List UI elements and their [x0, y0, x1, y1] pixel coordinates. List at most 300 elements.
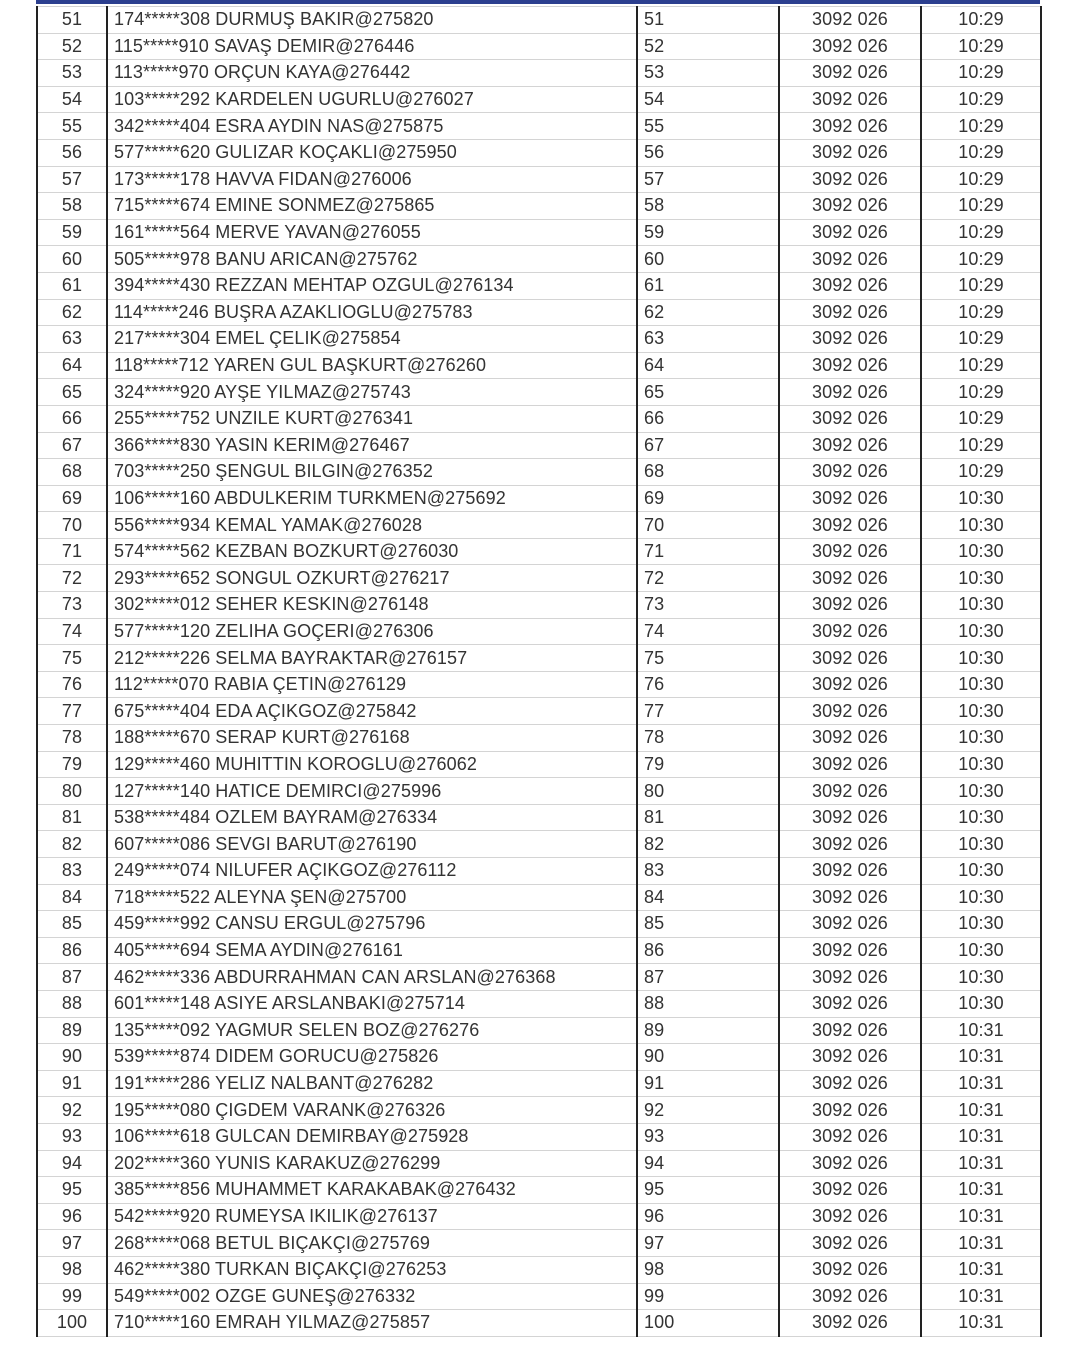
table-row	[37, 1310, 1041, 1337]
code-cell[interactable]: 3092 026	[779, 937, 921, 964]
code-cell[interactable]: 3092 026	[779, 1177, 921, 1204]
table-row	[37, 618, 1041, 645]
code-cell[interactable]: 3092 026	[779, 405, 921, 432]
table-row	[37, 725, 1041, 752]
row-index-cell[interactable]: 61	[37, 272, 107, 299]
time-cell[interactable]: 10:30	[921, 911, 1041, 938]
row-index-cell[interactable]: 52	[37, 33, 107, 60]
row-index-cell[interactable]: 81	[37, 804, 107, 831]
row-index-cell[interactable]: 66	[37, 405, 107, 432]
row-index-cell[interactable]: 51	[37, 7, 107, 34]
sequence-number-cell[interactable]: 99	[637, 1283, 779, 1310]
person-record-cell[interactable]: 103*****292 KARDELEN UGURLU@276027	[107, 86, 637, 113]
table-row	[37, 299, 1041, 326]
code-cell[interactable]: 3092 026	[779, 831, 921, 858]
person-record-cell[interactable]: 118*****712 YAREN GUL BAŞKURT@276260	[107, 352, 637, 379]
person-record-cell[interactable]: 539*****874 DIDEM GORUCU@275826	[107, 1044, 637, 1071]
code-cell[interactable]: 3092 026	[779, 858, 921, 885]
code-cell[interactable]: 3092 026	[779, 166, 921, 193]
person-record-cell[interactable]: 173*****178 HAVVA FIDAN@276006	[107, 166, 637, 193]
table-row	[37, 485, 1041, 512]
code-cell[interactable]: 3092 026	[779, 725, 921, 752]
code-cell[interactable]: 3092 026	[779, 884, 921, 911]
person-record-cell[interactable]: 202*****360 YUNIS KARAKUZ@276299	[107, 1150, 637, 1177]
person-record-cell[interactable]: 577*****120 ZELIHA GOÇERI@276306	[107, 618, 637, 645]
time-cell[interactable]: 10:31	[921, 1044, 1041, 1071]
row-index-cell[interactable]: 76	[37, 671, 107, 698]
time-cell[interactable]: 10:30	[921, 804, 1041, 831]
time-cell[interactable]: 10:29	[921, 193, 1041, 220]
row-index-cell[interactable]: 87	[37, 964, 107, 991]
time-cell[interactable]: 10:31	[921, 1123, 1041, 1150]
row-index-cell[interactable]: 84	[37, 884, 107, 911]
table-row	[37, 379, 1041, 406]
data-table	[36, 6, 1042, 1337]
person-record-cell[interactable]: 106*****618 GULCAN DEMIRBAY@275928	[107, 1123, 637, 1150]
person-record-cell[interactable]: 106*****160 ABDULKERIM TURKMEN@275692	[107, 485, 637, 512]
sequence-number-cell[interactable]: 57	[637, 166, 779, 193]
table-row	[37, 7, 1041, 34]
person-record-cell[interactable]: 212*****226 SELMA BAYRAKTAR@276157	[107, 645, 637, 672]
sequence-number-cell[interactable]: 63	[637, 326, 779, 353]
table-row	[37, 1256, 1041, 1283]
code-cell[interactable]: 3092 026	[779, 592, 921, 619]
sequence-number-cell[interactable]: 90	[637, 1044, 779, 1071]
code-cell[interactable]: 3092 026	[779, 352, 921, 379]
header-divider	[36, 0, 1040, 4]
time-cell[interactable]: 10:30	[921, 645, 1041, 672]
person-record-cell[interactable]: 459*****992 CANSU ERGUL@275796	[107, 911, 637, 938]
row-index-cell[interactable]: 98	[37, 1256, 107, 1283]
sequence-number-cell[interactable]: 52	[637, 33, 779, 60]
time-cell[interactable]: 10:30	[921, 592, 1041, 619]
time-cell[interactable]: 10:30	[921, 990, 1041, 1017]
table-row	[37, 432, 1041, 459]
time-cell[interactable]: 10:30	[921, 618, 1041, 645]
table-row	[37, 964, 1041, 991]
code-cell[interactable]: 3092 026	[779, 565, 921, 592]
time-cell[interactable]: 10:30	[921, 937, 1041, 964]
person-record-cell[interactable]: 394*****430 REZZAN MEHTAP OZGUL@276134	[107, 272, 637, 299]
table-row	[37, 884, 1041, 911]
row-index-cell[interactable]: 96	[37, 1203, 107, 1230]
sequence-number-cell[interactable]: 71	[637, 538, 779, 565]
time-cell[interactable]: 10:29	[921, 7, 1041, 34]
time-cell[interactable]: 10:30	[921, 698, 1041, 725]
row-index-cell[interactable]: 78	[37, 725, 107, 752]
row-index-cell[interactable]: 71	[37, 538, 107, 565]
table-row	[37, 352, 1041, 379]
row-index-cell[interactable]: 77	[37, 698, 107, 725]
time-cell[interactable]: 10:31	[921, 1230, 1041, 1257]
sequence-number-cell[interactable]: 62	[637, 299, 779, 326]
table-row	[37, 1283, 1041, 1310]
table-row	[37, 698, 1041, 725]
code-cell[interactable]: 3092 026	[779, 964, 921, 991]
sequence-number-cell[interactable]: 98	[637, 1256, 779, 1283]
row-index-cell[interactable]: 97	[37, 1230, 107, 1257]
time-cell[interactable]: 10:31	[921, 1097, 1041, 1124]
sequence-number-cell[interactable]: 55	[637, 113, 779, 140]
person-record-cell[interactable]: 268*****068 BETUL BIÇAKÇI@275769	[107, 1230, 637, 1257]
person-record-cell[interactable]: 366*****830 YASIN KERIM@276467	[107, 432, 637, 459]
sequence-number-cell[interactable]: 53	[637, 60, 779, 87]
time-cell[interactable]: 10:30	[921, 858, 1041, 885]
sequence-number-cell[interactable]: 88	[637, 990, 779, 1017]
row-index-cell[interactable]: 82	[37, 831, 107, 858]
time-cell[interactable]: 10:30	[921, 565, 1041, 592]
time-cell[interactable]: 10:31	[921, 1017, 1041, 1044]
person-record-cell[interactable]: 191*****286 YELIZ NALBANT@276282	[107, 1070, 637, 1097]
row-index-cell[interactable]: 62	[37, 299, 107, 326]
time-cell[interactable]: 10:30	[921, 884, 1041, 911]
table-row	[37, 1044, 1041, 1071]
table-row	[37, 326, 1041, 353]
person-record-cell[interactable]: 577*****620 GULIZAR KOÇAKLI@275950	[107, 139, 637, 166]
person-record-cell[interactable]: 538*****484 OZLEM BAYRAM@276334	[107, 804, 637, 831]
row-index-cell[interactable]: 70	[37, 512, 107, 539]
person-record-cell[interactable]: 174*****308 DURMUŞ BAKIR@275820	[107, 7, 637, 34]
row-index-cell[interactable]: 91	[37, 1070, 107, 1097]
sequence-number-cell[interactable]: 83	[637, 858, 779, 885]
sequence-number-cell[interactable]: 51	[637, 7, 779, 34]
table-row	[37, 1177, 1041, 1204]
row-index-cell[interactable]: 100	[37, 1310, 107, 1337]
row-index-cell[interactable]: 90	[37, 1044, 107, 1071]
person-record-cell[interactable]: 607*****086 SEVGI BARUT@276190	[107, 831, 637, 858]
person-record-cell[interactable]: 188*****670 SERAP KURT@276168	[107, 725, 637, 752]
table-row	[37, 459, 1041, 486]
sequence-number-cell[interactable]: 93	[637, 1123, 779, 1150]
person-record-cell[interactable]: 135*****092 YAGMUR SELEN BOZ@276276	[107, 1017, 637, 1044]
row-index-cell[interactable]: 63	[37, 326, 107, 353]
sequence-number-cell[interactable]: 95	[637, 1177, 779, 1204]
sequence-number-cell[interactable]: 75	[637, 645, 779, 672]
code-cell[interactable]: 3092 026	[779, 459, 921, 486]
sequence-number-cell[interactable]: 68	[637, 459, 779, 486]
sequence-number-cell[interactable]: 56	[637, 139, 779, 166]
code-cell[interactable]: 3092 026	[779, 645, 921, 672]
row-index-cell[interactable]: 93	[37, 1123, 107, 1150]
person-record-cell[interactable]: 601*****148 ASIYE ARSLANBAKI@275714	[107, 990, 637, 1017]
time-cell[interactable]: 10:29	[921, 219, 1041, 246]
time-cell[interactable]: 10:30	[921, 778, 1041, 805]
sequence-number-cell[interactable]: 86	[637, 937, 779, 964]
sequence-number-cell[interactable]: 80	[637, 778, 779, 805]
person-record-cell[interactable]: 324*****920 AYŞE YILMAZ@275743	[107, 379, 637, 406]
code-cell[interactable]: 3092 026	[779, 1256, 921, 1283]
row-index-cell[interactable]: 65	[37, 379, 107, 406]
sequence-number-cell[interactable]: 70	[637, 512, 779, 539]
time-cell[interactable]: 10:29	[921, 299, 1041, 326]
row-index-cell[interactable]: 55	[37, 113, 107, 140]
row-index-cell[interactable]: 58	[37, 193, 107, 220]
code-cell[interactable]: 3092 026	[779, 1203, 921, 1230]
code-cell[interactable]: 3092 026	[779, 911, 921, 938]
sequence-number-cell[interactable]: 58	[637, 193, 779, 220]
sequence-number-cell[interactable]: 84	[637, 884, 779, 911]
table-row	[37, 113, 1041, 140]
row-index-cell[interactable]: 69	[37, 485, 107, 512]
person-record-cell[interactable]: 462*****380 TURKAN BIÇAKÇI@276253	[107, 1256, 637, 1283]
table-row	[37, 1150, 1041, 1177]
code-cell[interactable]: 3092 026	[779, 60, 921, 87]
time-cell[interactable]: 10:30	[921, 964, 1041, 991]
code-cell[interactable]: 3092 026	[779, 379, 921, 406]
row-index-cell[interactable]: 53	[37, 60, 107, 87]
table-row	[37, 937, 1041, 964]
person-record-cell[interactable]: 112*****070 RABIA ÇETIN@276129	[107, 671, 637, 698]
time-cell[interactable]: 10:31	[921, 1150, 1041, 1177]
sequence-number-cell[interactable]: 91	[637, 1070, 779, 1097]
time-cell[interactable]: 10:29	[921, 432, 1041, 459]
sequence-number-cell[interactable]: 64	[637, 352, 779, 379]
row-index-cell[interactable]: 57	[37, 166, 107, 193]
sequence-number-cell[interactable]: 69	[637, 485, 779, 512]
table-row	[37, 592, 1041, 619]
code-cell[interactable]: 3092 026	[779, 1123, 921, 1150]
time-cell[interactable]: 10:31	[921, 1283, 1041, 1310]
sequence-number-cell[interactable]: 94	[637, 1150, 779, 1177]
code-cell[interactable]: 3092 026	[779, 778, 921, 805]
time-cell[interactable]: 10:29	[921, 459, 1041, 486]
code-cell[interactable]: 3092 026	[779, 485, 921, 512]
time-cell[interactable]: 10:30	[921, 485, 1041, 512]
row-index-cell[interactable]: 67	[37, 432, 107, 459]
sequence-number-cell[interactable]: 60	[637, 246, 779, 273]
sequence-number-cell[interactable]: 77	[637, 698, 779, 725]
row-index-cell[interactable]: 73	[37, 592, 107, 619]
code-cell[interactable]: 3092 026	[779, 1310, 921, 1337]
table-row	[37, 804, 1041, 831]
table-row	[37, 1123, 1041, 1150]
time-cell[interactable]: 10:31	[921, 1256, 1041, 1283]
sequence-number-cell[interactable]: 67	[637, 432, 779, 459]
person-record-cell[interactable]: 574*****562 KEZBAN BOZKURT@276030	[107, 538, 637, 565]
person-record-cell[interactable]: 255*****752 UNZILE KURT@276341	[107, 405, 637, 432]
person-record-cell[interactable]: 675*****404 EDA AÇIKGOZ@275842	[107, 698, 637, 725]
time-cell[interactable]: 10:29	[921, 33, 1041, 60]
row-index-cell[interactable]: 86	[37, 937, 107, 964]
sequence-number-cell[interactable]: 82	[637, 831, 779, 858]
sequence-number-cell[interactable]: 72	[637, 565, 779, 592]
time-cell[interactable]: 10:30	[921, 538, 1041, 565]
code-cell[interactable]: 3092 026	[779, 1070, 921, 1097]
time-cell[interactable]: 10:29	[921, 60, 1041, 87]
sequence-number-cell[interactable]: 97	[637, 1230, 779, 1257]
sequence-number-cell[interactable]: 65	[637, 379, 779, 406]
row-index-cell[interactable]: 80	[37, 778, 107, 805]
sequence-number-cell[interactable]: 100	[637, 1310, 779, 1337]
time-cell[interactable]: 10:29	[921, 379, 1041, 406]
sequence-number-cell[interactable]: 66	[637, 405, 779, 432]
table-row	[37, 538, 1041, 565]
table-row	[37, 219, 1041, 246]
time-cell[interactable]: 10:29	[921, 113, 1041, 140]
sequence-number-cell[interactable]: 89	[637, 1017, 779, 1044]
row-index-cell[interactable]: 54	[37, 86, 107, 113]
row-index-cell[interactable]: 68	[37, 459, 107, 486]
sequence-number-cell[interactable]: 73	[637, 592, 779, 619]
time-cell[interactable]: 10:30	[921, 512, 1041, 539]
code-cell[interactable]: 3092 026	[779, 1017, 921, 1044]
row-index-cell[interactable]: 56	[37, 139, 107, 166]
row-index-cell[interactable]: 99	[37, 1283, 107, 1310]
code-cell[interactable]: 3092 026	[779, 1044, 921, 1071]
code-cell[interactable]: 3092 026	[779, 246, 921, 273]
table-row	[37, 272, 1041, 299]
sequence-number-cell[interactable]: 87	[637, 964, 779, 991]
table-row	[37, 166, 1041, 193]
row-index-cell[interactable]: 59	[37, 219, 107, 246]
table-row	[37, 1230, 1041, 1257]
sequence-number-cell[interactable]: 81	[637, 804, 779, 831]
sequence-number-cell[interactable]: 76	[637, 671, 779, 698]
row-index-cell[interactable]: 79	[37, 751, 107, 778]
person-record-cell[interactable]: 556*****934 KEMAL YAMAK@276028	[107, 512, 637, 539]
code-cell[interactable]: 3092 026	[779, 219, 921, 246]
table-row	[37, 1070, 1041, 1097]
person-record-cell[interactable]: 127*****140 HATICE DEMIRCI@275996	[107, 778, 637, 805]
time-cell[interactable]: 10:31	[921, 1310, 1041, 1337]
row-index-cell[interactable]: 85	[37, 911, 107, 938]
table-row	[37, 671, 1041, 698]
code-cell[interactable]: 3092 026	[779, 299, 921, 326]
row-index-cell[interactable]: 75	[37, 645, 107, 672]
row-index-cell[interactable]: 83	[37, 858, 107, 885]
time-cell[interactable]: 10:29	[921, 86, 1041, 113]
time-cell[interactable]: 10:29	[921, 326, 1041, 353]
table-row	[37, 512, 1041, 539]
person-record-cell[interactable]: 293*****652 SONGUL OZKURT@276217	[107, 565, 637, 592]
time-cell[interactable]: 10:29	[921, 166, 1041, 193]
person-record-cell[interactable]: 462*****336 ABDURRAHMAN CAN ARSLAN@276368	[107, 964, 637, 991]
person-record-cell[interactable]: 542*****920 RUMEYSA IKILIK@276137	[107, 1203, 637, 1230]
time-cell[interactable]: 10:30	[921, 831, 1041, 858]
row-index-cell[interactable]: 89	[37, 1017, 107, 1044]
code-cell[interactable]: 3092 026	[779, 512, 921, 539]
sequence-number-cell[interactable]: 61	[637, 272, 779, 299]
time-cell[interactable]: 10:31	[921, 1177, 1041, 1204]
person-record-cell[interactable]: 710*****160 EMRAH YILMAZ@275857	[107, 1310, 637, 1337]
code-cell[interactable]: 3092 026	[779, 86, 921, 113]
spreadsheet-sheet	[36, 0, 1040, 1340]
person-record-cell[interactable]: 703*****250 ŞENGUL BILGIN@276352	[107, 459, 637, 486]
row-index-cell[interactable]: 92	[37, 1097, 107, 1124]
person-record-cell[interactable]: 302*****012 SEHER KESKIN@276148	[107, 592, 637, 619]
sequence-number-cell[interactable]: 54	[637, 86, 779, 113]
time-cell[interactable]: 10:29	[921, 272, 1041, 299]
sequence-number-cell[interactable]: 79	[637, 751, 779, 778]
table-row	[37, 645, 1041, 672]
code-cell[interactable]: 3092 026	[779, 671, 921, 698]
time-cell[interactable]: 10:31	[921, 1203, 1041, 1230]
code-cell[interactable]: 3092 026	[779, 538, 921, 565]
table-row	[37, 246, 1041, 273]
code-cell[interactable]: 3092 026	[779, 1097, 921, 1124]
time-cell[interactable]: 10:31	[921, 1070, 1041, 1097]
person-record-cell[interactable]: 385*****856 MUHAMMET KARAKABAK@276432	[107, 1177, 637, 1204]
person-record-cell[interactable]: 161*****564 MERVE YAVAN@276055	[107, 219, 637, 246]
time-cell[interactable]: 10:30	[921, 671, 1041, 698]
code-cell[interactable]: 3092 026	[779, 326, 921, 353]
code-cell[interactable]: 3092 026	[779, 618, 921, 645]
person-record-cell[interactable]: 129*****460 MUHITTIN KOROGLU@276062	[107, 751, 637, 778]
code-cell[interactable]: 3092 026	[779, 751, 921, 778]
table-row	[37, 751, 1041, 778]
table-row	[37, 911, 1041, 938]
person-record-cell[interactable]: 405*****694 SEMA AYDIN@276161	[107, 937, 637, 964]
person-record-cell[interactable]: 113*****970 ORÇUN KAYA@276442	[107, 60, 637, 87]
row-index-cell[interactable]: 72	[37, 565, 107, 592]
table-row	[37, 1203, 1041, 1230]
table-row	[37, 1097, 1041, 1124]
person-record-cell[interactable]: 342*****404 ESRA AYDIN NAS@275875	[107, 113, 637, 140]
person-record-cell[interactable]: 217*****304 EMEL ÇELIK@275854	[107, 326, 637, 353]
time-cell[interactable]: 10:29	[921, 246, 1041, 273]
sequence-number-cell[interactable]: 78	[637, 725, 779, 752]
person-record-cell[interactable]: 249*****074 NILUFER AÇIKGOZ@276112	[107, 858, 637, 885]
person-record-cell[interactable]: 715*****674 EMINE SONMEZ@275865	[107, 193, 637, 220]
table-row	[37, 60, 1041, 87]
row-index-cell[interactable]: 60	[37, 246, 107, 273]
sequence-number-cell[interactable]: 59	[637, 219, 779, 246]
code-cell[interactable]: 3092 026	[779, 7, 921, 34]
row-index-cell[interactable]: 88	[37, 990, 107, 1017]
person-record-cell[interactable]: 718*****522 ALEYNA ŞEN@275700	[107, 884, 637, 911]
sequence-number-cell[interactable]: 85	[637, 911, 779, 938]
time-cell[interactable]: 10:29	[921, 352, 1041, 379]
code-cell[interactable]: 3092 026	[779, 1230, 921, 1257]
sequence-number-cell[interactable]: 96	[637, 1203, 779, 1230]
table-row	[37, 86, 1041, 113]
person-record-cell[interactable]: 114*****246 BUŞRA AZAKLIOGLU@275783	[107, 299, 637, 326]
row-index-cell[interactable]: 94	[37, 1150, 107, 1177]
code-cell[interactable]: 3092 026	[779, 193, 921, 220]
code-cell[interactable]: 3092 026	[779, 113, 921, 140]
code-cell[interactable]: 3092 026	[779, 432, 921, 459]
row-index-cell[interactable]: 64	[37, 352, 107, 379]
row-index-cell[interactable]: 95	[37, 1177, 107, 1204]
time-cell[interactable]: 10:29	[921, 405, 1041, 432]
person-record-cell[interactable]: 115*****910 SAVAŞ DEMIR@276446	[107, 33, 637, 60]
code-cell[interactable]: 3092 026	[779, 139, 921, 166]
person-record-cell[interactable]: 549*****002 OZGE GUNEŞ@276332	[107, 1283, 637, 1310]
sequence-number-cell[interactable]: 92	[637, 1097, 779, 1124]
time-cell[interactable]: 10:30	[921, 725, 1041, 752]
table-row	[37, 831, 1041, 858]
code-cell[interactable]: 3092 026	[779, 1150, 921, 1177]
table-row	[37, 405, 1041, 432]
code-cell[interactable]: 3092 026	[779, 698, 921, 725]
table-row	[37, 858, 1041, 885]
table-row	[37, 990, 1041, 1017]
person-record-cell[interactable]: 505*****978 BANU ARICAN@275762	[107, 246, 637, 273]
time-cell[interactable]: 10:30	[921, 751, 1041, 778]
table-row	[37, 565, 1041, 592]
row-index-cell[interactable]: 74	[37, 618, 107, 645]
code-cell[interactable]: 3092 026	[779, 804, 921, 831]
sequence-number-cell[interactable]: 74	[637, 618, 779, 645]
time-cell[interactable]: 10:29	[921, 139, 1041, 166]
code-cell[interactable]: 3092 026	[779, 272, 921, 299]
code-cell[interactable]: 3092 026	[779, 1283, 921, 1310]
code-cell[interactable]: 3092 026	[779, 33, 921, 60]
code-cell[interactable]: 3092 026	[779, 990, 921, 1017]
table-row	[37, 193, 1041, 220]
person-record-cell[interactable]: 195*****080 ÇIGDEM VARANK@276326	[107, 1097, 637, 1124]
table-row	[37, 139, 1041, 166]
